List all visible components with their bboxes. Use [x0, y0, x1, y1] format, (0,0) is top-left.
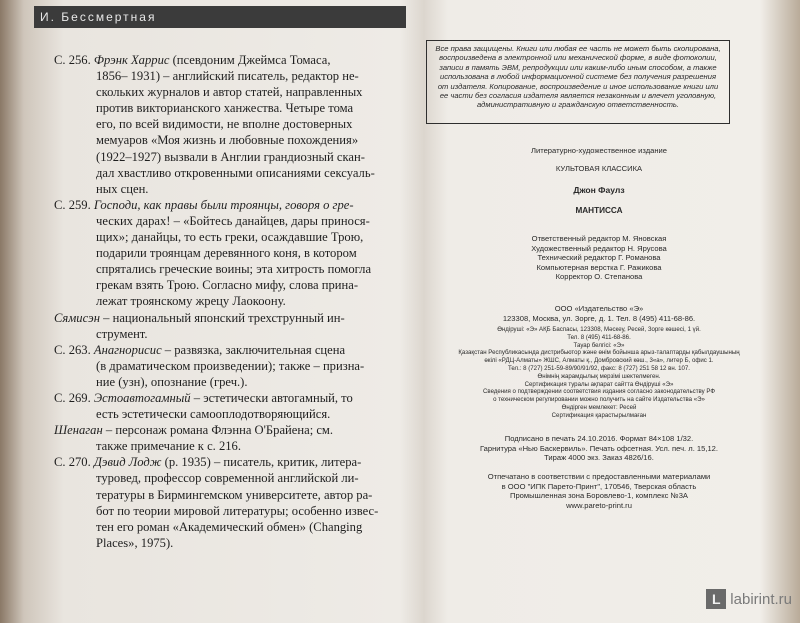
legal-line: Сертификация туралы ақпарат сайтта Өндіруші «Э»: [524, 380, 674, 388]
printer-info-line: Промышленная зона Боровлево-1, комплекс №3А: [510, 491, 688, 501]
note-first-line: [54, 52, 398, 68]
note-line: струмент.: [96, 326, 148, 341]
site-watermark: [706, 589, 792, 609]
rights-notice-text: Все права защищены. Книги или любая ее часть не может быть скопирована, воспроизведена в электронной или механической форме, в виде фотокопии, записи в память ЭВМ, репродукции или каким-либо иным способом, а также использована в любой информационной системе без получения разрешения от издателя. Копирование, воспроизведение и иное использование книги или ее части без согласия издателя является незаконным и влечет уголовную, административную и гражданскую ответственность.: [435, 44, 721, 110]
note-line: также примечание к с. 216.: [96, 439, 241, 454]
note-line: (в драматическом произведении); также – призна-: [96, 358, 365, 373]
legal-info-block: [418, 326, 780, 420]
book-title: МАНТИССА: [575, 206, 623, 215]
credit-line: Ответственный редактор М. Яновская: [531, 234, 667, 243]
notes-text: [54, 52, 398, 551]
note-term: Фрэнк Харрис: [93, 53, 170, 67]
printer-info-line: www.pareto-print.ru: [566, 500, 632, 510]
note-first-line: [54, 422, 398, 438]
watermark-text: labirint.ru: [730, 590, 792, 608]
note-first-line: [54, 342, 398, 358]
note-line: спрятались греческие воины; эта хитрость помогла: [96, 262, 372, 277]
credit-line: Технический редактор Г. Романова: [537, 253, 661, 263]
edition-type: Литературно-художественное издание: [530, 146, 668, 155]
note-line: тературы в Бирмингемском университете, автор ра-: [96, 487, 373, 502]
note-page-ref: С. 259.: [54, 197, 94, 212]
publisher-address: 123308, Москва, ул. Зорге, д. 1. Тел. 8 (495) 411-68-86.: [502, 314, 696, 323]
printer-info-block: [418, 472, 780, 510]
note-line: туровед, профессор современной английской ли-: [96, 471, 359, 486]
legal-line: Тауар белгісі: «Э»: [573, 341, 625, 349]
credit-line: Художественный редактор Н. Ярусова: [531, 243, 667, 253]
legal-line: Сведения о подтверждении соответствия издания согласно законодательству РФ: [483, 388, 715, 396]
legal-line: өкілі «РДЦ-Алматы» ЖШС, Алматы қ., Домбровский көш., 3«а», литер Б, офис 1.: [484, 357, 714, 365]
note-entry: [54, 422, 398, 454]
note-line: скольких журналов и автор статей, направленных: [96, 85, 363, 100]
legal-line: Өнімнің жарамдылық мерзімі шектелмеген.: [537, 372, 661, 380]
note-rest: – развязка, заключительная сцена: [161, 342, 346, 357]
legal-line: Өндірген мемлекет: Ресей: [561, 403, 637, 411]
legal-line: Өндіруші: «Э» АҚБ Баспасы, 123308, Мәскеу, Ресей, Зорге көшесі, 1 үй.: [497, 326, 701, 333]
note-first-line: [54, 454, 398, 470]
legal-line: Тел. 8 (495) 411-68-86.: [567, 333, 631, 341]
note-first-line: [54, 310, 398, 326]
note-term: Эстоавтогамный: [93, 390, 191, 405]
note-rest: – эстетически автогамный, то: [190, 390, 353, 405]
note-term: Шенаган: [54, 423, 103, 438]
note-rest: – национальный японский трехструнный ин-: [99, 310, 345, 325]
note-line: его, по всей видимости, не вполне достоверных: [96, 117, 353, 132]
note-line: тен его роман «Академический обмен» (Changing: [96, 519, 363, 534]
print-info-line: Гарнитура «Нью Баскервиль». Печать офсетная. Усл. печ. л. 15,12.: [479, 443, 719, 453]
note-entry: [54, 390, 398, 422]
left-page: [34, 6, 410, 618]
legal-line: Қазақстан Республикасында дистрибьютор және өнім бойынша арыз-талаптарды қабылдаушының: [458, 349, 740, 357]
right-page: [418, 40, 780, 610]
publisher-name: ООО «Издательство «Э»: [554, 304, 644, 313]
watermark-badge: L: [706, 589, 726, 609]
note-first-line: [54, 390, 398, 406]
note-rest: – персонаж романа Флэнна О'Брайена; см.: [102, 423, 334, 438]
note-line: грекам взять Трою. Согласно мифу, слова прина-: [96, 278, 359, 293]
series-name: КУЛЬТОВАЯ КЛАССИКА: [555, 164, 643, 173]
note-term: Господи, как правы были троянцы, говоря о гре-: [93, 197, 354, 212]
note-entry: [54, 454, 398, 551]
author-name: Джон Фаулз: [573, 185, 625, 195]
note-page-ref: С. 256.: [54, 53, 94, 67]
note-line: есть эстетически самооплодотворяющийся.: [96, 407, 331, 422]
running-header: [34, 6, 406, 28]
note-term: Сямисэн: [54, 310, 100, 325]
credit-line: Корректор О. Степанова: [555, 272, 643, 282]
note-line: подарили троянцам деревянного коня, в котором: [96, 246, 357, 261]
note-page-ref: С. 263.: [54, 342, 94, 357]
note-entry: [54, 52, 398, 197]
legal-line: Сертификация қарастырылмаған: [551, 411, 647, 419]
note-term: Дэвид Лодж: [93, 455, 162, 470]
print-info-block: [418, 434, 780, 463]
legal-line: Тел.: 8 (727) 251-59-89/90/91/92, факс: 8 (727) 251 58 12 вн. 107.: [507, 364, 690, 372]
note-line: щих»; данайцы, то есть греки, осаждавшие Трою,: [96, 230, 364, 245]
note-line: мемуаров «Моя жизнь и любовные похождения»: [96, 133, 359, 148]
credits-block: [418, 234, 780, 282]
printer-info-line: Отпечатано в соответствии с предоставленными материалами: [487, 472, 711, 481]
note-line: ческих дарах! – «Бойтесь данайцев, дары принося-: [96, 213, 370, 228]
note-term: Анагнорисис: [93, 342, 162, 357]
note-line: ных сцен.: [96, 181, 149, 196]
note-page-ref: С. 270.: [54, 455, 94, 470]
note-line: бот по теории мировой литературы; особенно извес-: [96, 503, 379, 518]
note-line: ние (узн), опознание (греч.).: [96, 374, 248, 389]
printer-info-line: в ООО "ИПК Парето-Принт", 170546, Тверская область: [501, 481, 697, 491]
note-rest: (р. 1935) – писатель, критик, литера-: [161, 455, 362, 470]
note-entry: [54, 197, 398, 310]
print-info-line: Подписано в печать 24.10.2016. Формат 84×108 1/32.: [504, 434, 694, 443]
note-line: против викторианского ханжества. Четыре тома: [96, 101, 354, 116]
note-first-line: [54, 197, 398, 213]
note-line: дал хвастливо откровенными описаниями сексуаль-: [96, 165, 375, 180]
note-entry: [54, 342, 398, 390]
running-header-text: И. Бессмертная: [40, 10, 157, 24]
legal-line: о техническом регулировании можно получить на сайте Издательства «Э»: [493, 396, 705, 404]
rights-notice-box: [426, 40, 730, 124]
note-rest: (псевдоним Джеймса Томаса,: [169, 53, 331, 67]
note-line: Places», 1975).: [96, 535, 174, 550]
note-line: 1856– 1931) – английский писатель, редактор не-: [96, 69, 359, 84]
note-line: (1922–1927) вызвали в Англии грандиозный скан-: [96, 149, 365, 164]
credit-line: Компьютерная верстка Г. Ражикова: [536, 262, 662, 272]
note-entry: [54, 310, 398, 342]
note-page-ref: С. 269.: [54, 390, 94, 405]
note-line: лежат троянскому жрецу Лаокоону.: [96, 294, 286, 309]
print-info-line: Тираж 4000 экз. Заказ 4826/16.: [544, 453, 654, 463]
